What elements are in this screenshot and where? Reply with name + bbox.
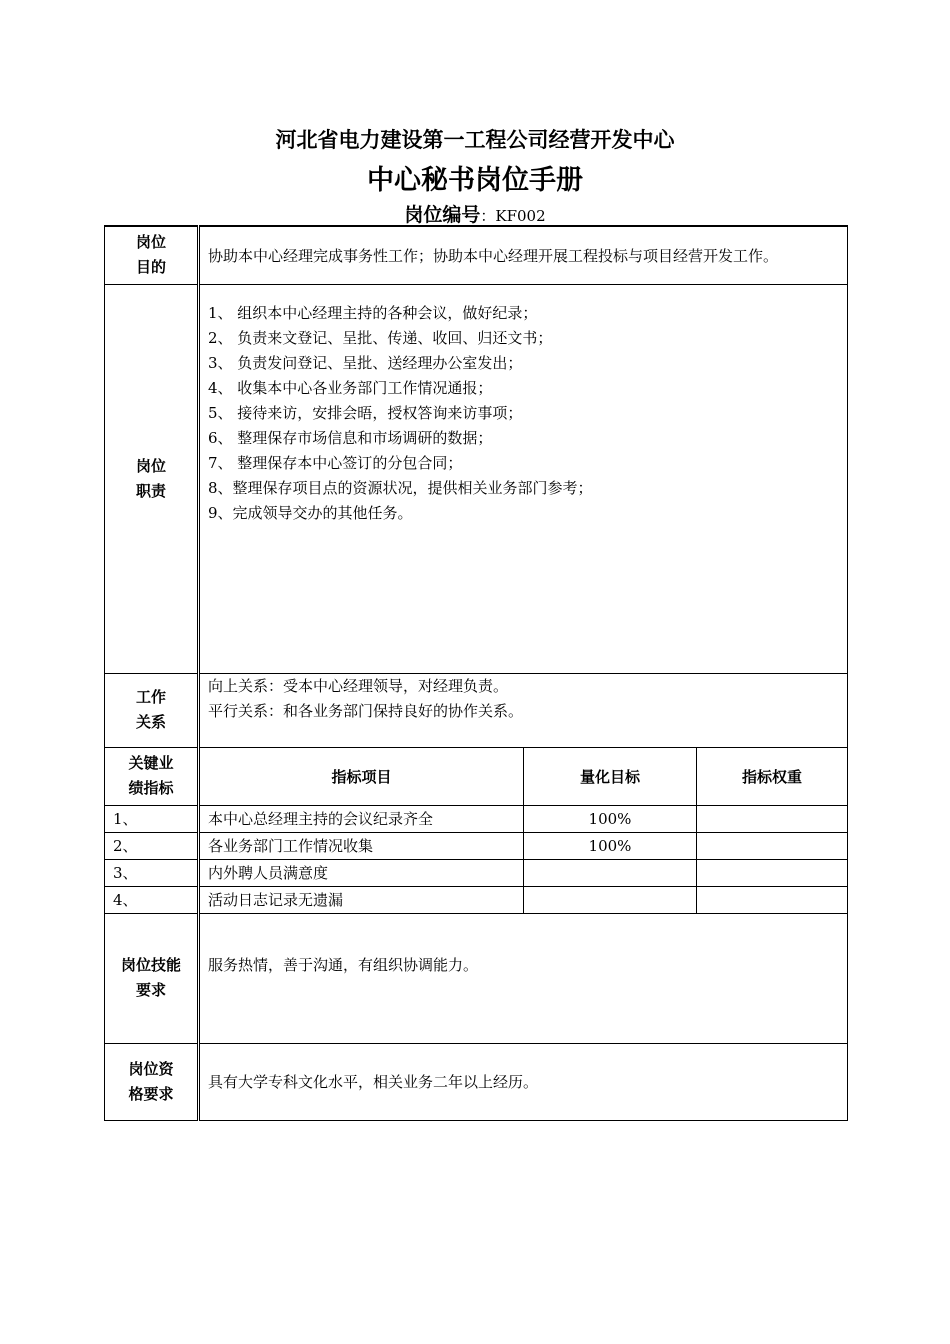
kpi-row-item: 本中心总经理主持的会议纪录齐全 — [199, 805, 524, 832]
kpi-row-weight — [697, 886, 848, 913]
kpi-col-weight: 指标权重 — [697, 747, 848, 805]
organization-title: 河北省电力建设第一工程公司经营开发中心 — [275, 128, 675, 152]
purpose-row — [105, 226, 848, 284]
relations-cell — [199, 673, 848, 747]
kpi-header-row — [105, 747, 848, 805]
kpi-row-target — [524, 886, 697, 913]
kpi-row-item: 活动日志记录无遗漏 — [199, 886, 524, 913]
skills-label: 岗位技能 要求 — [105, 913, 199, 1043]
kpi-row-number: 3、 — [105, 859, 199, 886]
skills-text: 服务热情，善于沟通，有组织协调能力。 — [199, 913, 848, 1043]
kpi-row-item: 内外聘人员满意度 — [199, 859, 524, 886]
purpose-text: 协助本中心经理完成事务性工作；协助本中心经理开展工程投标与项目经营开发工作。 — [199, 226, 848, 284]
position-code — [0, 200, 950, 227]
kpi-row-number: 1、 — [105, 805, 199, 832]
document-title: 中心秘书岗位手册 — [367, 165, 583, 196]
kpi-row-weight — [697, 859, 848, 886]
duty-item: 9、完成领导交办的其他任务。 — [208, 503, 413, 522]
position-code-label: 岗位编号 — [404, 204, 481, 226]
duty-item: 8、整理保存项目点的资源状况，提供相关业务部门参考； — [208, 478, 593, 497]
purpose-label: 岗位 目的 — [105, 226, 199, 284]
duty-item: 3、 负责发问登记、呈批、送经理办公室发出； — [208, 353, 523, 372]
skills-row — [105, 913, 848, 1043]
kpi-row-target: 100% — [524, 832, 697, 859]
duty-item: 5、 接待来访，安排会晤，授权答询来访事项； — [208, 403, 523, 422]
kpi-row — [105, 805, 848, 832]
position-manual-table — [104, 225, 848, 1121]
kpi-row-number: 2、 — [105, 832, 199, 859]
duty-item: 6、 整理保存市场信息和市场调研的数据； — [208, 428, 493, 447]
kpi-row — [105, 832, 848, 859]
duties-label: 岗位 职责 — [105, 284, 199, 673]
position-code-value: KF002 — [495, 207, 546, 225]
duty-item: 1、 组织本中心经理主持的各种会议，做好纪录； — [208, 303, 538, 322]
duty-item: 2、 负责来文登记、呈批、传递、收回、归还文书； — [208, 328, 553, 347]
relation-parallel: 平行关系：和各业务部门保持良好的协作关系。 — [208, 701, 524, 720]
duty-item: 4、 收集本中心各业务部门工作情况通报； — [208, 378, 493, 397]
kpi-row — [105, 886, 848, 913]
kpi-col-item: 指标项目 — [199, 747, 524, 805]
kpi-col-target: 量化目标 — [524, 747, 697, 805]
duties-cell — [199, 284, 848, 673]
relations-row — [105, 673, 848, 747]
kpi-row-target — [524, 859, 697, 886]
kpi-row-weight — [697, 832, 848, 859]
duties-row — [105, 284, 848, 673]
duties-list — [208, 285, 839, 526]
qualification-row — [105, 1043, 848, 1120]
relation-up: 向上关系：受本中心经理领导，对经理负责。 — [208, 676, 509, 695]
kpi-row-number: 4、 — [105, 886, 199, 913]
qualification-label: 岗位资 格要求 — [105, 1043, 199, 1120]
position-code-separator: ： — [480, 207, 496, 225]
kpi-row — [105, 859, 848, 886]
qualification-text: 具有大学专科文化水平，相关业务二年以上经历。 — [199, 1043, 848, 1120]
relations-label: 工作 关系 — [105, 673, 199, 747]
kpi-row-target: 100% — [524, 805, 697, 832]
duty-item: 7、 整理保存本中心签订的分包合同； — [208, 453, 463, 472]
kpi-row-weight — [697, 805, 848, 832]
kpi-row-item: 各业务部门工作情况收集 — [199, 832, 524, 859]
kpi-label: 关键业 绩指标 — [105, 747, 199, 805]
